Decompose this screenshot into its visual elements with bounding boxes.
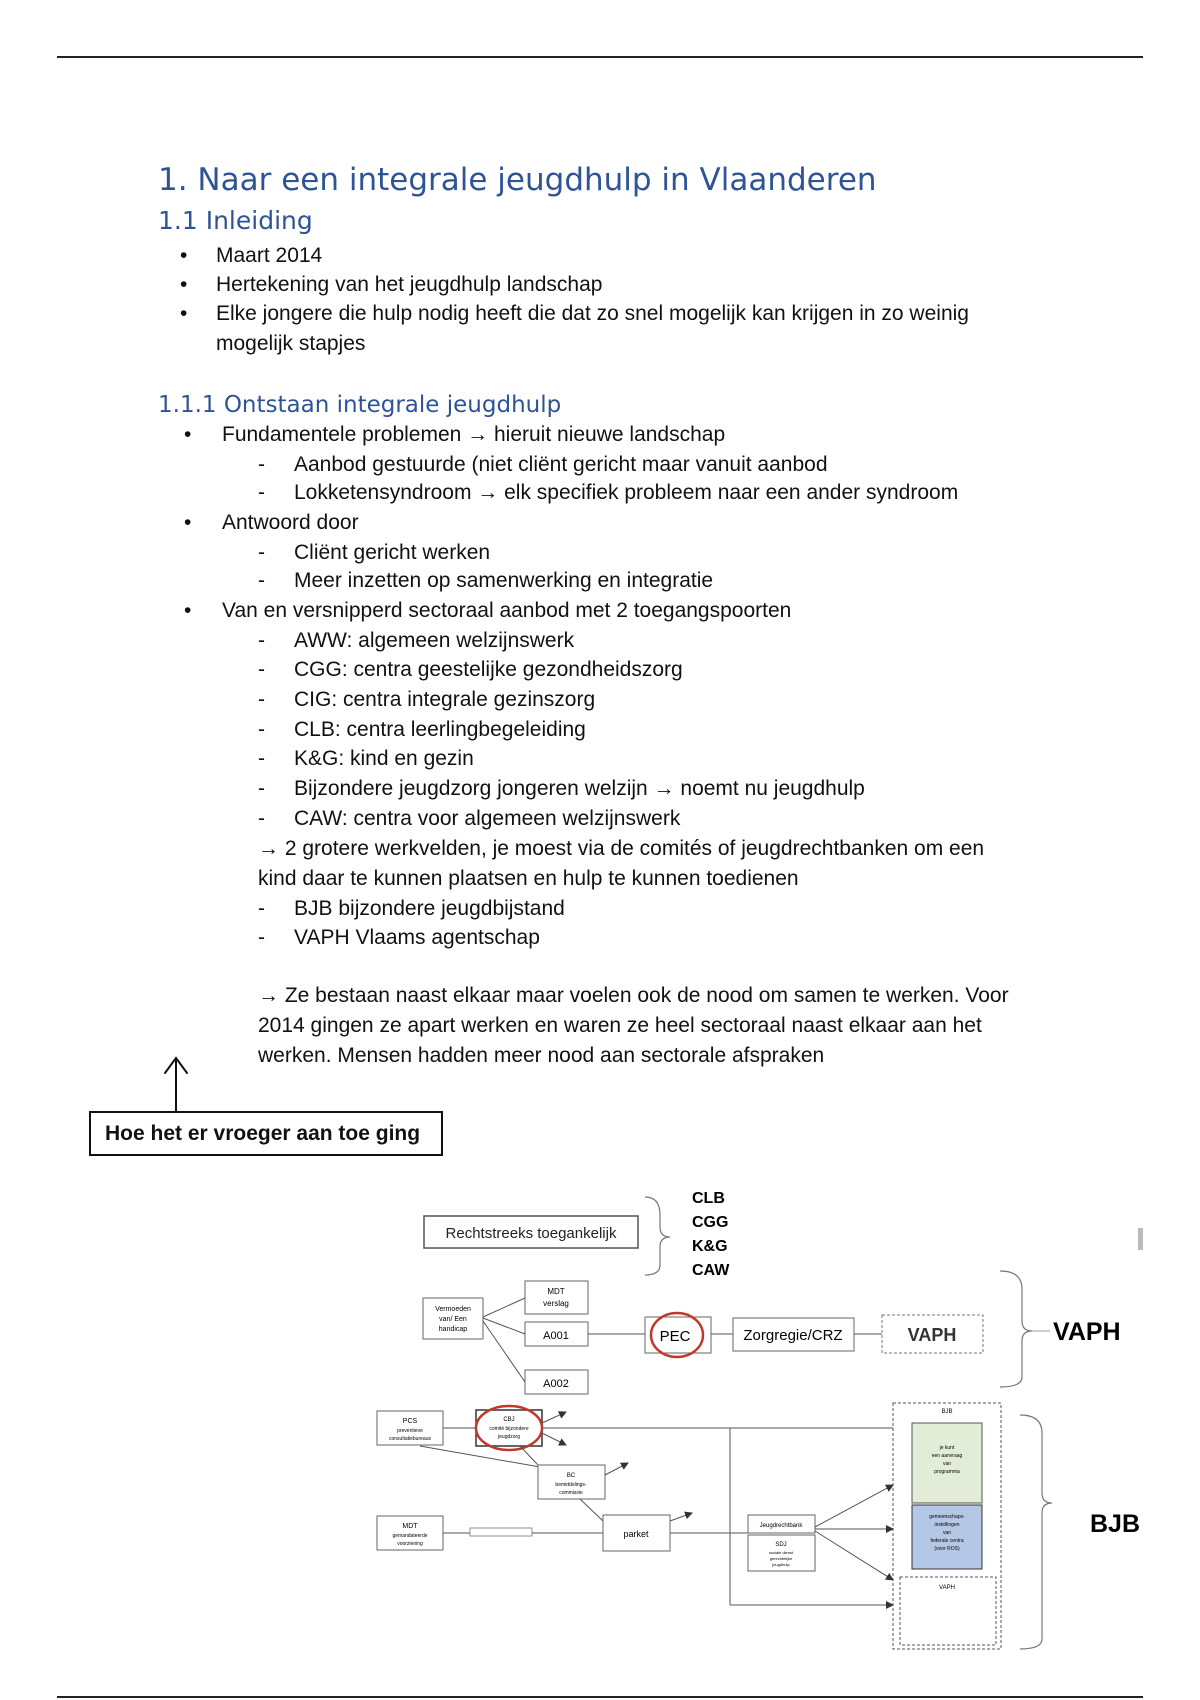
jeugdhulp-landscape-diagram [360,1165,1150,1655]
mdt2-label: gemandateerde [392,1533,428,1539]
handicap-label: van/ Een [439,1316,467,1323]
sub-list-item: AWW: algemeen welzijnswerk [294,629,575,652]
direct-list-item: CAW [692,1262,730,1279]
sdj-label: gerechtelijke [769,1556,793,1561]
paragraph-line: → Ze bestaan naast elkaar maar voelen ook de nood om samen te werken. Voor [258,984,1009,1007]
arrow-note-continued: kind daar te kunnen plaatsen en hulp te kunnen toedienen [258,867,799,890]
dash-marker: - [258,453,265,476]
top-rule [57,56,1143,58]
sdj-label: SDJ [775,1542,787,1548]
parket-label: parket [623,1529,649,1539]
bc-label: bemiddelings- [555,1482,587,1488]
bjb-blue-label: (voor ROS) [934,1546,960,1552]
direct-access-label: Rechtstreeks toegankelijk [445,1225,617,1242]
bullet-dot: • [184,599,192,622]
list-item-continued: mogelijk stapjes [216,332,366,355]
dash-marker: - [258,658,265,681]
dash-marker: - [258,481,265,504]
cbj-label: jeugdzorg [498,1434,520,1440]
up-arrow-icon [160,1055,192,1113]
mdt-label: verslag [543,1299,569,1308]
pcs-label: PCS [402,1418,418,1425]
list-item: Maart 2014 [216,244,323,267]
pec-label: PEC [659,1328,691,1345]
sub-list-item: VAPH Vlaams agentschap [294,926,540,949]
page-title: 1. Naar een integrale jeugdhulp in Vlaanderen [158,162,877,198]
bjb-blue-label: federale centra [930,1538,964,1544]
direct-list-item: CLB [692,1190,725,1207]
vaph-box-label: VAPH [907,1325,957,1345]
pcs-label: consultatiebureaus [389,1436,431,1442]
dash-marker: - [258,807,265,830]
list-item: Antwoord door [222,511,359,534]
cbj-label: comité bijzondere [489,1426,529,1432]
scroll-marker [1138,1228,1143,1250]
sub-list-item: CAW: centra voor algemeen welzijnswerk [294,807,681,830]
arrow-note: → 2 grotere werkvelden, je moest via de comités of jeugdrechtbanken om een [258,837,985,860]
list-item: Van en versnipperd sectoraal aanbod met 2 toegangspoorten [222,599,792,622]
bullet-dot: • [180,273,188,296]
sub-list-item: Cliënt gericht werken [294,541,491,564]
sub-list-item: CLB: centra leerlingbegeleiding [294,718,586,741]
vaph-small-label: VAPH [939,1585,955,1591]
dash-marker: - [258,629,265,652]
bjb-green-label: van [942,1461,952,1467]
bullet-dot: • [184,423,192,446]
direct-list-item: CGG [692,1214,729,1231]
dash-marker: - [258,897,265,920]
bottom-rule [57,1696,1143,1698]
sub-list-item: CIG: centra integrale gezinszorg [294,688,596,711]
zorgregie-label: Zorgregie/CRZ [743,1327,843,1344]
dash-marker: - [258,718,265,741]
bjb-side-label: BJB [1090,1510,1141,1538]
bjb-green-label: programma [934,1469,960,1475]
direct-list-item: K&G [692,1238,728,1255]
bjb-column-label: BJB [941,1409,953,1415]
sub-list-item: Lokketensyndroom → elk specifiek probleem naar een ander syndroom [294,481,959,504]
dash-marker: - [258,777,265,800]
mdt2-label: voorziening [397,1541,423,1547]
paragraph-line: werken. Mensen hadden meer nood aan sectorale afspraken [258,1044,825,1067]
vaph-side-label: VAPH [1053,1318,1121,1346]
sdj-label: sociale dienst [768,1550,794,1555]
a001-label: A001 [543,1330,569,1342]
bjb-blue-label: gemeenschaps- [929,1514,965,1520]
pcs-label: preventieve [397,1428,423,1434]
bullet-dot: • [180,244,188,267]
bjb-green-label: een aanvraag [931,1453,963,1459]
mdt2-label: MDT [402,1523,418,1530]
section-heading-inleiding: 1.1 Inleiding [158,206,313,235]
dash-marker: - [258,541,265,564]
sub-list-item: K&G: kind en gezin [294,747,474,770]
bc-label: BC [566,1473,576,1479]
list-item: Fundamentele problemen → hieruit nieuwe landschap [222,423,726,446]
a002-label: A002 [543,1378,569,1390]
handicap-label: Vermoeden [435,1306,471,1313]
sub-list-item: Meer inzetten op samenwerking en integratie [294,569,714,592]
paragraph-line: 2014 gingen ze apart werken en waren ze heel sectoraal naast elkaar aan het [258,1014,982,1037]
dash-marker: - [258,688,265,711]
dash-marker: - [258,926,265,949]
list-item: Elke jongere die hulp nodig heeft die dat zo snel mogelijk kan krijgen in zo weinig [216,302,969,325]
dash-marker: - [258,747,265,770]
sub-list-item: Bijzondere jeugdzorg jongeren welzijn → noemt nu jeugdhulp [294,777,865,800]
sub-list-item: Aanbod gestuurde (niet cliënt gericht maar vanuit aanbod [294,453,828,476]
annotation-box: Hoe het er vroeger aan toe ging [89,1111,443,1156]
mdt-box [525,1281,588,1314]
sdj-label: jeugdhulp [772,1562,790,1567]
sub-list-item: CGG: centra geestelijke gezondheidszorg [294,658,683,681]
bjb-blue-label: van [942,1530,952,1536]
dash-marker: - [258,569,265,592]
mdt-label: MDT [547,1287,565,1296]
bullet-dot: • [180,302,188,325]
jeugdrechtbank-label: Jeugdrechtbank [759,1523,803,1529]
subsection-heading: 1.1.1 Ontstaan integrale jeugdhulp [158,392,562,418]
bullet-dot: • [184,511,192,534]
mdt2-connector-label [470,1528,532,1536]
bjb-blue-label: instellingen [934,1522,960,1528]
bc-label: commissie [559,1490,583,1496]
sub-list-item: BJB bijzondere jeugdbijstand [294,897,565,920]
bjb-green-label: je kunt [939,1445,955,1451]
cbj-label: CBJ [503,1417,515,1423]
handicap-label: handicap [438,1326,468,1333]
list-item: Hertekening van het jeugdhulp landschap [216,273,603,296]
